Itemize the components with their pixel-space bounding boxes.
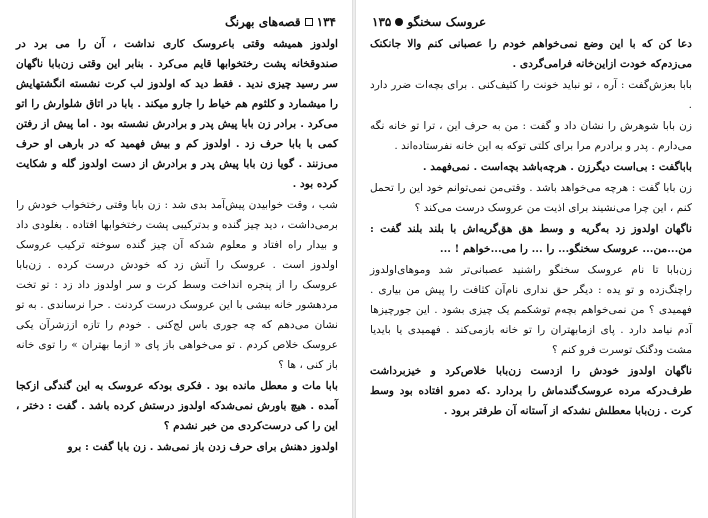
left-paragraph: شب ، وقت خوابیدن پیش‌آمد بدی شد : زن بابا وقتی رختخواب خودش را برمی‌داشت ، دید چیز گنده و بدترکیبی پشت رختخوابها افتاده . بغلودی داد و بیدار راه افتاد و معلوم شدکه آن چیز گنده سوخته ترکیب عروسک اولدوز است . عروسک را آتش زد که خودش درست کرده . زن‌بابا عروسک را از پنجره انداخت وسط کرت و سر اولدوز داد زد : تو تخت مردهشور خانه بیشی با این عروسک درست کردنت . حرا نرساندی . به تو نشان می‌دهم که چه جوری باس لج‌کنی . خودم را تازه اززشرآن یکی عروسک خلاص کردم . تو می‌خواهی باز پای « ازما بهتران » را توی خانه باز کنی ، ها ؟ [16, 199, 338, 371]
left-header-title-group [225, 15, 336, 29]
right-page-number: ۱۳۵ [372, 15, 392, 29]
right-paragraph: زن بابا گفت : هرچه می‌خواهد باشد . وقتی‌من نمی‌توانم خود این را تحمل کنم ، این چرا می‌نشیند برای اذیت من عروسک درست می‌کند ؟ [370, 182, 692, 214]
right-paragraph: زن بابا شوهرش را نشان داد و گفت : من به حرف این ، ترا تو خانه نگه می‌دارم . پدر و برادرم مرا برای کلتی توکه به این خانه نفرستاده‌اند . [370, 120, 692, 152]
left-paragraph: اولدوز دهنش برای حرف زدن باز نمی‌شد . زن بابا گفت : برو [67, 441, 338, 453]
right-paragraph: باباگفت : بی‌است دیگرزن . هرچه‌باشد بچه‌است . نمی‌فهمد . [422, 161, 692, 173]
left-page [0, 0, 352, 518]
right-page [356, 0, 708, 518]
right-header-title-group [372, 15, 486, 29]
left-page-number: ۱۳۴ [316, 15, 336, 29]
left-paragraph: اولدوز همیشه وقتی باعروسک کاری نداشت ، آن را می برد در صندوقخانه پشت رختخوابها قایم می‌کرد . بنابر این وقتی زن‌بابا ناگهان سر رسید چیزی ندید . فقط دید که اولدوز لب کرت نشسته انگشتهایش را میشمارد و کلثوم هم خیاط را جارو میکند . بابا در اتاق شلوارش را اتو می‌کرد . برادر زن بابا پیش پدر و برادرش نشسته بود . اما پیش از رفتن کمی با بابا حرف زد . اولدوز کم و بیش فهمید که در بارهی او حرف می‌زنند . گویا زن بابا پیش پدر و برادرش از دست اولدوز گله و شکایت کرده بود . [16, 38, 338, 190]
right-paragraph: ناگهان اولدوز زد به‌گریه و وسط هق هق‌گریه‌اش با بلند بلند گفت : من...من... عروسک سخنگو... را ... را می...خواهم ! ... [370, 223, 692, 255]
right-paragraph: ناگهان اولدوز خودش را ازدست زن‌بابا خلاص‌کرد و خیزبرداشت طرف‌درکه مرده عروسک‌گندماش را بردارد .که دمرو افتاده بود وسط کرت . زن‌بابا معطلش نشدکه از آستانه آن طرفتر برود . [370, 365, 692, 417]
left-paragraph: بابا مات و معطل مانده بود . فکری بودکه عروسک به این گندگی ازکجا آمده . هیچ باورش نمی‌شدکه اولدوز درستش کرده باشد . گفت : دختر ، این را کی درست‌کردی من خبر نشدم ؟ [16, 380, 338, 432]
right-paragraph: بابا بعزش‌گفت : آره ، تو نباید خونت را کثیف‌کنی . برای بچه‌ات ضرر دارد . [370, 79, 692, 111]
left-page-header [16, 14, 338, 30]
dot-marker-icon [395, 18, 403, 26]
right-paragraph: زن‌بابا تا نام عروسک سخنگو راشنید عصبانی‌تر شد وموهای‌اولدوز راچنگ‌زده و تو یده : دیگر حق نداری نام‌آن کثافت را پیش من بیاری . فهمیدی ؟ من نمی‌خواهم بچه‌م توشکمم یک چیزی بشود . این جورچیزها آدم نیامد دارد . پای ازمابهتران را تو خانه بازمی‌کند . فهمیدی یا بایدیا مشت ودگنک توسرت فرو کنم ؟ [370, 264, 692, 356]
left-running-title: قصه‌های بهرنگ [224, 15, 301, 29]
right-running-title: عروسک سخنگو [407, 15, 487, 29]
right-page-header [370, 14, 692, 30]
square-marker-icon [305, 18, 313, 26]
right-paragraph: دعا کن که با این وضع نمی‌خواهم خودم را عصبانی کنم والا جانکنک می‌زدم‌که خودت ازاین‌خانه فرامی‌گردی . [370, 38, 692, 70]
